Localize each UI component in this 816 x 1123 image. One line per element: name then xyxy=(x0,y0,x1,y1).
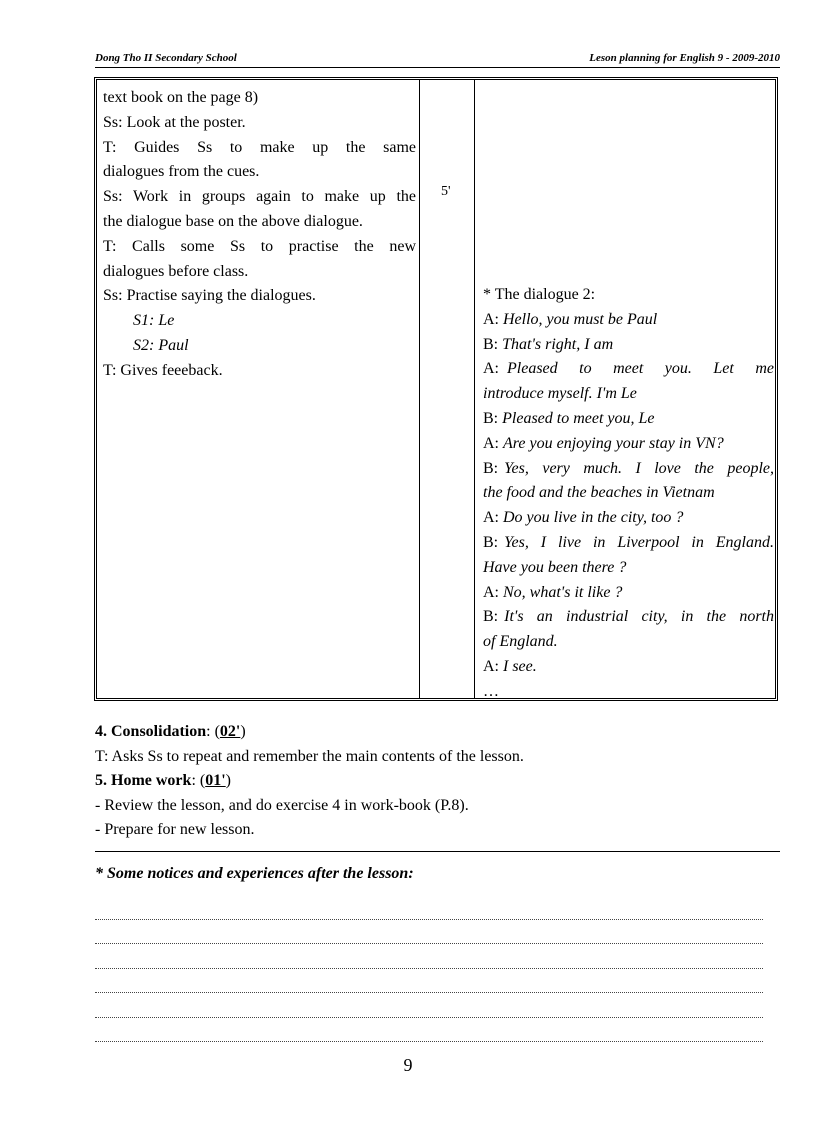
speaker-label: B: xyxy=(483,608,499,626)
dotted-line xyxy=(95,993,763,1018)
speaker-label: B: xyxy=(483,533,499,551)
speaker-label: A: xyxy=(483,583,499,601)
dialogue-text: No, what's it like ? xyxy=(503,583,623,601)
dialogue-line xyxy=(483,605,774,630)
speaker-label: B: xyxy=(483,335,499,353)
consolidation-heading: 4. Consolidation: (02') xyxy=(95,723,246,740)
section-divider xyxy=(95,851,780,852)
activity-line: T: Guides Ss to make up the same xyxy=(103,138,416,156)
dialogue-text: It's an industrial city, in the north xyxy=(504,608,774,626)
dotted-line xyxy=(95,969,763,994)
dialogue-line xyxy=(483,333,774,358)
dialogue-text: Yes, very much. I love the people, xyxy=(504,459,774,477)
lesson-table xyxy=(94,77,778,701)
activity-line: Ss: Practise saying the dialogues. xyxy=(103,287,316,305)
dialogue-text: Are you enjoying your stay in VN? xyxy=(503,434,724,452)
homework-heading: 5. Home work: (01') xyxy=(95,772,231,790)
dialogue-line xyxy=(483,506,774,531)
speaker-label: A: xyxy=(483,434,499,452)
dotted-line xyxy=(95,944,763,969)
dialogue-text: Do you live in the city, too ? xyxy=(503,509,684,527)
dialogue-line xyxy=(483,531,774,556)
dotted-line xyxy=(95,1018,763,1043)
dialogue-line xyxy=(483,407,774,432)
homework-item: - Review the lesson, and do exercise 4 in work-book (P.8). xyxy=(95,796,469,814)
student-role: S2: Paul xyxy=(133,336,189,354)
student-role: S1: Le xyxy=(133,312,175,330)
dialogue-line xyxy=(483,432,774,457)
page-number: 9 xyxy=(403,1055,413,1075)
dialogue-text: Yes, I live in Liverpool in England. xyxy=(504,533,774,551)
dialogue-text: I see. xyxy=(503,657,537,675)
notes-area xyxy=(95,895,763,1042)
activities-cell xyxy=(103,86,416,384)
document-title: Leson planning for English 9 - 2009-2010 xyxy=(589,52,780,64)
dotted-line xyxy=(95,920,763,945)
dialogue-line xyxy=(483,357,774,382)
speaker-label: B: xyxy=(483,459,499,477)
activity-line: Ss: Work in groups again to make up the xyxy=(103,188,416,206)
consolidation-time: 02' xyxy=(219,723,241,740)
speaker-label: A: xyxy=(483,360,499,378)
speaker-label: A: xyxy=(483,310,499,328)
time-cell: 5' xyxy=(441,184,451,199)
dialogue-text: Hello, you must be Paul xyxy=(503,310,658,328)
column-divider xyxy=(474,80,475,698)
dialogue-title: * The dialogue 2: xyxy=(483,286,596,303)
dialogue-text: Pleased to meet you, Le xyxy=(502,409,655,427)
speaker-label: B: xyxy=(483,409,499,427)
activity-line: T: Calls some Ss to practise the new xyxy=(103,237,416,255)
activity-line: the dialogue base on the above dialogue. xyxy=(103,212,363,230)
homework-time: 01' xyxy=(205,772,226,790)
dialogue-text: That's right, I am xyxy=(502,335,614,353)
dialogue-line xyxy=(483,457,774,482)
dialogue-line xyxy=(483,655,774,680)
dialogue-line xyxy=(483,581,774,606)
dotted-line xyxy=(95,895,763,920)
column-divider xyxy=(419,80,420,698)
activity-line: T: Gives feeeback. xyxy=(103,361,223,379)
activity-line: text book on the page 8) xyxy=(103,89,259,106)
speaker-label: A: xyxy=(483,509,499,527)
speaker-label: A: xyxy=(483,657,499,675)
dialogue-text: the food and the beaches in Vietnam xyxy=(483,484,715,502)
dialogue-text: of England. xyxy=(483,633,558,651)
activity-line: dialogues before class. xyxy=(103,262,249,280)
dialogue-text: Have you been there ? xyxy=(483,558,627,576)
dialogue-text: Pleased to meet you. Let me xyxy=(507,360,774,378)
activity-line: Ss: Look at the poster. xyxy=(103,113,246,131)
page-header xyxy=(95,52,780,68)
notices-heading: * Some notices and experiences after the lesson: xyxy=(95,865,414,882)
school-name: Dong Tho II Secondary School xyxy=(95,52,237,64)
lesson-steps xyxy=(95,720,785,843)
dialogue-text: introduce myself. I'm Le xyxy=(483,385,637,403)
homework-item: - Prepare for new lesson. xyxy=(95,821,255,839)
consolidation-text: T: Asks Ss to repeat and remember the main contents of the lesson. xyxy=(95,747,524,765)
dialogue-line xyxy=(483,308,774,333)
ellipsis: … xyxy=(483,682,499,700)
content-cell xyxy=(483,283,774,705)
activity-line: dialogues from the cues. xyxy=(103,163,260,181)
